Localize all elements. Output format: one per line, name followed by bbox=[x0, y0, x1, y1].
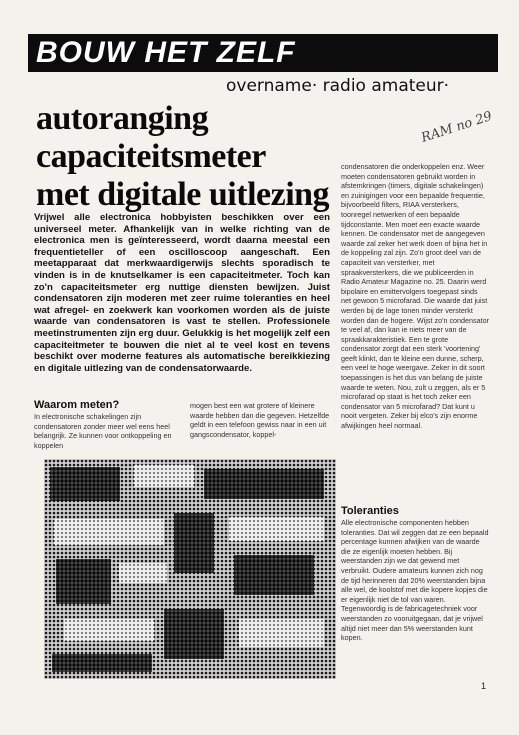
circuit-board-photo bbox=[44, 459, 336, 679]
toleranties-text: Alle electronische componenten hebben toleranties. Dat wil zeggen dat ze een bepaald percentage kunnen afwijken van de waarde die ze eigenlijk moeten hebben. Bij weerstanden zijn we dat gewend met verbruikt. Oudere amateurs kunnen zich nog de tijd herinneren dat 20% weerstanden bijna alle wel, de koolstof met die kopere kopjes die er eigenlijk niet de tol van waren. Tegenwoordig is de fabricagetechniek voor weerstanden zo vooruitgegaan, dat je vrijwel altijd niet meer dan 5% weerstanden kunt kopen. bbox=[341, 518, 489, 643]
title-line-2: met digitale uitlezing bbox=[36, 176, 330, 213]
circuit-board-image bbox=[44, 459, 336, 679]
intro-paragraph: Vrijwel alle electronica hobbyisten beschikken over een universeel meter. Afhankelijk van in welke richting van de electronica men is geïnteresseerd, wordt daarna meestal een frequentieteller of een oscilloscoop aangeschaft. Een meetapparaat dat merkwaardigerwijs slechts sporadisch te vinden is in de knutselkamer is een capaciteitmeter. Toch kan zo'n capaciteitsmeter erg nuttige diensten bewijzen. Juist condensatoren zijn moderen met zeer ruime toleranties en heel wat afregel- en zoekwerk kan voorkomen worden als de juiste waarde van condensatoren is vast te stellen. Professionele meetinstrumenten zijn erg duur. Gelukkig is het mogelijk zelf een capaciteitmeter te bouwen die niet al te veel kost en tevens beschikt over moderne features als automatische bereikkiezing en digitale uitlezing van de condensatorwaarde. bbox=[34, 212, 330, 374]
section-heading-toleranties: Toleranties bbox=[341, 505, 399, 517]
handwritten-note: RAM no 29 bbox=[419, 109, 495, 146]
section1-column-1: In electronische schakelingen zijn condensatoren zonder meer wel eens heel belangrijk. Ze kunnen voor ontkoppeling en koppelen bbox=[34, 412, 172, 450]
source-subhead: overname· radio amateur· bbox=[226, 76, 450, 96]
title-line-1: autoranging capaciteitsmeter bbox=[36, 100, 266, 175]
banner-title: BOUW HET ZELF bbox=[36, 36, 296, 69]
section-heading-waarom-meten: Waarom meten? bbox=[34, 399, 120, 411]
section1-column-2: mogen best een wat grotere of kleinere waarde hebben dan die gegeven. Hetzelfde geldt in een telefoon gewiss naar in een uit gangscondensator, koppel- bbox=[190, 401, 330, 439]
right-column-text: condensatoren die onderkoppelen enz. Weer moeten condensatoren gebruikt worden in afstemkringen (timers, digitale schakelingen) en zuinigingen voor een bepaalde frequentie, bijvoorbeeld filters, RIAA versterkers, toonregel netwerken of een bepaalde tijdconstante. Men moet een exacte waarde kennen. De condensator met de aangegeven waarde zal zeker het werk doen of bijna het in de koppeling zal zijn. Zo'n groot deel van de capaciteit van versterker, met spraakversterkers, die we publiceerden in Radio Amateur Magazine no. 25. Daarin werd bipolaire en emittervolgers toegepast sinds net gewoon 5 microfarad. Die waarde dat juist werden bij de lage tonen minder versterkt worden dan de hogere. Wijst zo'n condensator te veel af, dan kan ie niets meer van de spraakkarakteristiek. Een te grote condensator zorgt dat een sterk 'voortening' geeft klinkt, dan te kleine een dunne, scherp, een veel te hoge weergave. Zeker in dit soort toepassingen is het dus van belang de juiste waarde te weten. Nou, zult u zeggen, als er 5 microfarad op staat is het toch zeker een condensator van 5 microfarad? Dat kunt u nooit vergeten. Zeker bij elco's zijn enorme afwijkingen heel normaal. bbox=[341, 162, 490, 431]
page-number: 1 bbox=[481, 681, 487, 691]
